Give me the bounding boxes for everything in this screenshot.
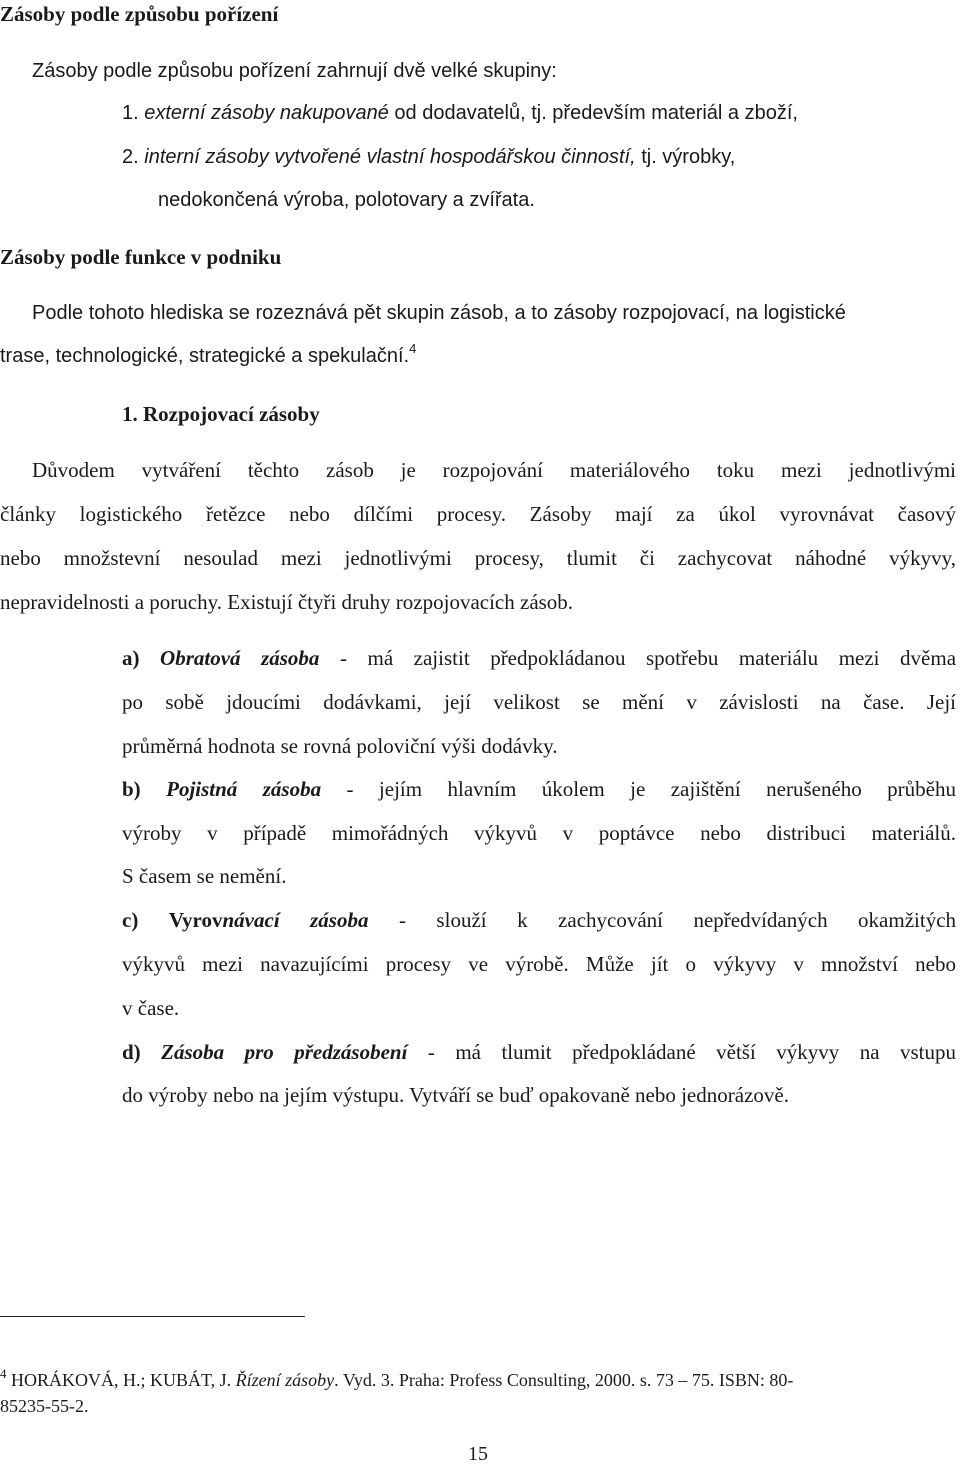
footnote-title: Řízení zásoby: [235, 1370, 335, 1390]
item-text: - má zajistit předpokládanou spotřebu materiálu mezi dvěma: [319, 646, 957, 670]
item-term: Zásoba pro předzásobení: [161, 1040, 408, 1064]
list-item-line: po sobě jdoucími dodávkami, její velikost se mění v závislosti na čase. Její: [122, 690, 956, 714]
list-item-line: S časem se nemění.: [122, 864, 287, 888]
footnote-number: 4: [0, 1366, 7, 1381]
footnote-text: HORÁKOVÁ, H.; KUBÁT, J.: [6, 1370, 236, 1390]
paragraph-line: [0, 341, 417, 368]
item-label: d): [122, 1040, 141, 1064]
item-label: a): [122, 646, 140, 670]
list-text: tj. výrobky,: [635, 146, 736, 168]
item-label: c): [122, 908, 139, 932]
list-item: [122, 777, 956, 802]
item-term: Obratová zásoba: [160, 646, 320, 670]
item-text: - má tlumit předpokládané větší výkyvy na vstupu: [407, 1040, 957, 1064]
paragraph-text: trase, technologické, strategické a spekulační.: [0, 345, 410, 367]
footnote-line: 85235-55-2.: [0, 1396, 89, 1416]
list-number: 2.: [122, 146, 139, 168]
list-item: [122, 908, 956, 933]
list-term: externí zásoby nakupované: [144, 102, 389, 124]
item-label: b): [122, 777, 141, 801]
item-text: - jejím hlavním úkolem je zajištění nerušeného průběhu: [321, 777, 957, 801]
section-heading-function: Zásoby podle funkce v podniku: [0, 245, 282, 269]
list-item-line: průměrná hodnota se rovná poloviční výši dodávky.: [122, 734, 558, 758]
intro-text: Zásoby podle způsobu pořízení zahrnují dvě velké skupiny:: [32, 60, 557, 82]
list-item: [122, 102, 798, 125]
list-term: interní zásoby vytvořené vlastní hospodářskou činností,: [144, 146, 636, 168]
item-text: - slouží k zachycování nepředvídaných okamžitých: [368, 908, 957, 932]
item-term: Pojistná zásoba: [166, 777, 322, 801]
footnote-divider: [0, 1316, 305, 1317]
list-text: od dodavatelů, tj. především materiál a zboží,: [388, 102, 798, 124]
paragraph-line: články logistického řetězce nebo dílčími procesy. Zásoby mají za úkol vyrovnávat časový: [0, 502, 956, 526]
page-number: 15: [468, 1443, 488, 1465]
paragraph-line: nebo množstevní nesoulad mezi jednotlivými procesy, tlumit či zachycovat náhodné výkyvy,: [0, 546, 956, 570]
list-item: [122, 646, 956, 671]
list-item-line: výroby v případě mimořádných výkyvů v poptávce nebo distribuci materiálů.: [122, 821, 956, 845]
list-item-line: výkyvů mezi navazujícími procesy ve výrobě. Může jít o výkyvy v množství nebo: [122, 952, 956, 976]
paragraph-line: Důvodem vytváření těchto zásob je rozpojování materiálového toku mezi jednotlivými: [32, 458, 956, 482]
list-item-line: do výroby nebo na jejím výstupu. Vytváří se buď opakovaně nebo jednorázově.: [122, 1083, 789, 1107]
footnote-ref: 4: [409, 341, 417, 356]
list-item: [122, 1040, 956, 1065]
paragraph-line: Podle tohoto hlediska se rozeznává pět skupin zásob, a to zásoby rozpojovací, na logistické: [32, 302, 846, 324]
section-heading-decoupling: 1. Rozpojovací zásoby: [122, 402, 320, 426]
paragraph-line: nepravidelnosti a poruchy. Existují čtyři druhy rozpojovacích zásob.: [0, 590, 574, 614]
list-item-continuation: nedokončená výroba, polotovary a zvířata.: [158, 189, 535, 211]
list-item: [122, 146, 735, 169]
item-term: návací zásoba: [222, 908, 369, 932]
item-term-upright: Vyrov: [168, 908, 223, 932]
section-heading-acquisition: Zásoby podle způsobu pořízení: [0, 2, 279, 26]
footnote-text: . Vyd. 3. Praha: Profess Consulting, 2000. s. 73 – 75. ISBN: 80-: [334, 1370, 794, 1390]
list-item-line: v čase.: [122, 996, 180, 1020]
footnote: [0, 1366, 794, 1391]
list-number: 1.: [122, 102, 139, 124]
